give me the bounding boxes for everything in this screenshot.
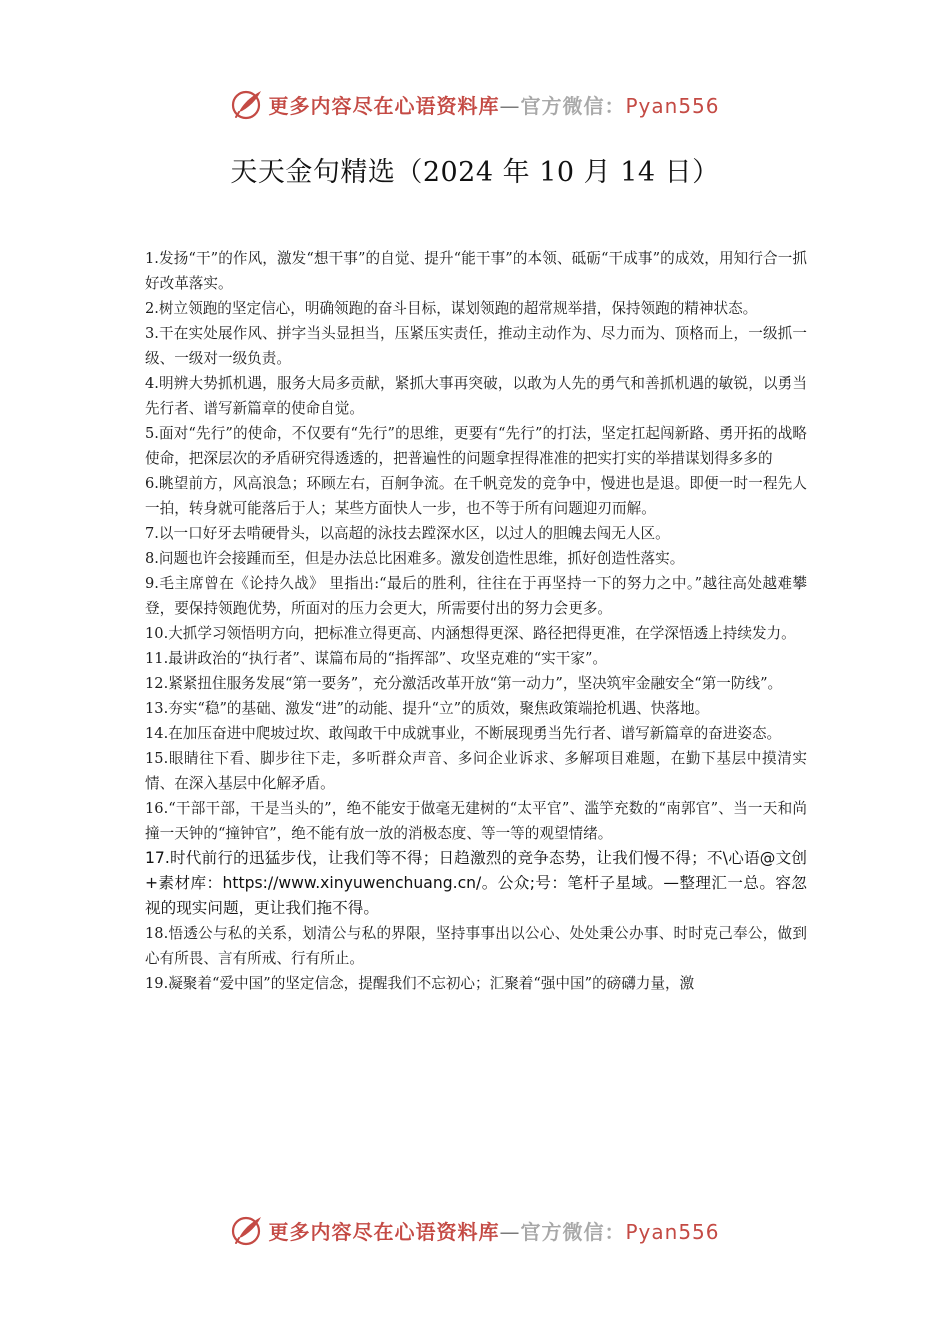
list-item: 15.眼睛往下看、脚步往下走，多听群众声音、多问企业诉求、多解项目难题，在勤下基层中摸清实情、在深入基层中化解矛盾。 (145, 750, 807, 792)
list-item: 16.“干部干部，干是当头的”，绝不能安于做毫无建树的“太平官”、滥竽充数的“南郭官”、当一天和尚撞一天钟的“撞钟官”，绝不能有放一放的消极态度、等一等的观望情绪。 (145, 800, 807, 842)
list-item: 14.在加压奋进中爬坡过坎、敢闯敢干中成就事业，不断展现勇当先行者、谱写新篇章的奋进姿态。 (145, 725, 782, 742)
banner-wechat-label: 官方微信： (520, 1219, 626, 1244)
list-item: 8.问题也许会接踵而至，但是办法总比困难多。激发创造性思维，抓好创造性落实。 (145, 550, 685, 567)
banner-site-name: 更多内容尽在心语资料库 (268, 93, 500, 118)
banner-text (268, 1216, 719, 1245)
list-item: 3.干在实处展作风、拼字当头显担当，压紧压实责任，推动主动作为、尽力而为、顶格而上，一级抓一级、一级对一级负责。 (145, 325, 807, 367)
page-title: 天天金句精选（2024 年 10 月 14 日） (230, 157, 720, 188)
banner-wechat-label: 官方微信： (520, 93, 626, 118)
list-item: 5.面对“先行”的使命，不仅要有“先行”的思维，更要有“先行”的打法，坚定扛起闯新路、勇开拓的战略使命，把深层次的矛盾研究得透透的，把普遍性的问题拿捏得准准的把实打实的举措谋划得多多的 (145, 425, 807, 467)
list-item: 4.明辨大势抓机遇，服务大局多贡献，紧抓大事再突破，以敢为人先的勇气和善抓机遇的敏锐，以勇当先行者、谱写新篇章的使命自觉。 (145, 375, 807, 417)
banner-site-name: 更多内容尽在心语资料库 (268, 1219, 500, 1244)
header-watermark-banner (0, 84, 950, 124)
list-item: 11.最讲政治的“执行者”、谋篇布局的“指挥部”、攻坚克难的“实干家”。 (145, 650, 608, 667)
banner-wechat-handle: Pyan556 (625, 1219, 720, 1244)
list-item: 12.紧紧扭住服务发展“第一要务”，充分激活改革开放“第一动力”，坚决筑牢金融安全“第一防线”。 (145, 675, 783, 692)
banner-dash: — (499, 1219, 521, 1244)
list-item: 10.大抓学习领悟明方向，把标准立得更高、内涵想得更深、路径把得更准，在学深悟透上持续发力。 (145, 625, 796, 642)
banner-text (268, 90, 719, 119)
quill-logo-icon (230, 87, 264, 121)
list-item: 13.夯实“稳”的基础、激发“进”的动能、提升“立”的质效，聚焦政策端抢机遇、快落地。 (145, 700, 710, 717)
banner-dash: — (499, 93, 521, 118)
list-item: 9.毛主席曾在《论持久战》 里指出:“最后的胜利，往往在于再坚持一下的努力之中。”越往高处越难攀登，要保持领跑优势，所面对的压力会更大，所需要付出的努力会更多。 (145, 575, 807, 617)
list-item: 1.发扬“干”的作风，激发“想干事”的自觉、提升“能干事”的本领、砥砺“干成事”的成效，用知行合一抓好改革落实。 (145, 250, 807, 292)
list-item: 7.以一口好牙去啃硬骨头，以高超的泳技去蹚深水区，以过人的胆魄去闯无人区。 (145, 525, 670, 542)
list-item: 6.眺望前方，风高浪急；环顾左右，百舸争流。在千帆竞发的竞争中，慢进也是退。即便一时一程先人一拍，转身就可能落后于人；某些方面快人一步，也不等于所有问题迎刃而解。 (145, 475, 807, 517)
list-item: 18.悟透公与私的关系，划清公与私的界限，坚持事事出以公心、处处秉公办事、时时克己奉公，做到心有所畏、言有所戒、行有所止。 (145, 925, 807, 967)
list-item-ad-inserted: 17.时代前行的迅猛步伐，让我们等不得；日趋激烈的竞争态势，让我们慢不得；不\心语@文创+素材库：https://www.xinyuwenchuang.cn/。公众;号：笔杆子星域。—整理汇一总。容忽视的现实问题，更让我们拖不得。 (145, 849, 807, 917)
quote-list (145, 246, 807, 996)
list-item: 19.凝聚着“爱中国”的坚定信念，提醒我们不忘初心；汇聚着“强中国”的磅礴力量，激 (145, 975, 695, 992)
footer-watermark-banner (0, 1210, 950, 1250)
banner-wechat-handle: Pyan556 (625, 93, 720, 118)
quill-logo-icon (230, 1213, 264, 1247)
list-item: 2.树立领跑的坚定信心，明确领跑的奋斗目标，谋划领跑的超常规举措，保持领跑的精神状态。 (145, 300, 758, 317)
